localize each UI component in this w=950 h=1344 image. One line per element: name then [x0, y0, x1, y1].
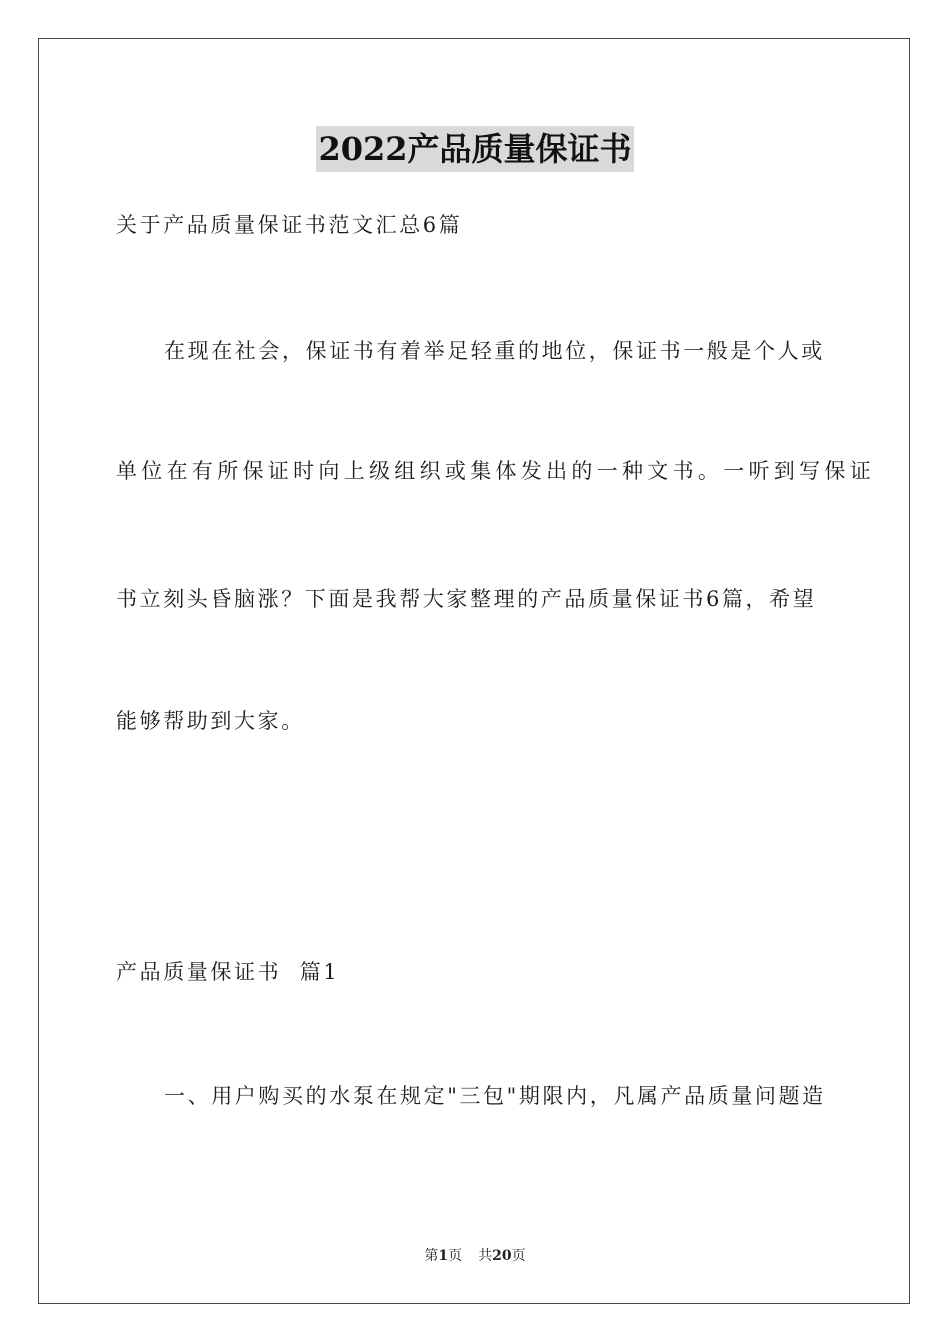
- section-first-line: 一、用户购买的水泵在规定"三包"期限内，凡属产品质量问题造: [164, 1084, 826, 1108]
- section-heading: 产品质量保证书 篇1: [116, 960, 340, 984]
- footer-prefix: 第: [424, 1248, 439, 1264]
- intro-line-4: 能够帮助到大家。: [116, 709, 305, 733]
- document-subtitle: 关于产品质量保证书范文汇总6篇: [116, 213, 463, 237]
- footer-total-pages: 20: [492, 1248, 512, 1264]
- page-footer: [0, 1245, 950, 1265]
- footer-total-suffix: 页: [511, 1248, 526, 1264]
- intro-line-1: 在现在社会，保证书有着举足轻重的地位，保证书一般是个人或: [164, 339, 825, 363]
- document-title: [0, 126, 950, 172]
- document-title-text: 2022产品质量保证书: [316, 126, 633, 172]
- footer-total-prefix: 共: [478, 1248, 493, 1264]
- intro-line-3: 书立刻头昏脑涨？下面是我帮大家整理的产品质量保证书6篇，希望: [116, 587, 817, 611]
- intro-line-2: 单位在有所保证时向上级组织或集体发出的一种文书。一听到写保证: [116, 459, 875, 483]
- footer-page-number: 1: [438, 1248, 449, 1264]
- footer-page-suffix: 页: [448, 1248, 463, 1264]
